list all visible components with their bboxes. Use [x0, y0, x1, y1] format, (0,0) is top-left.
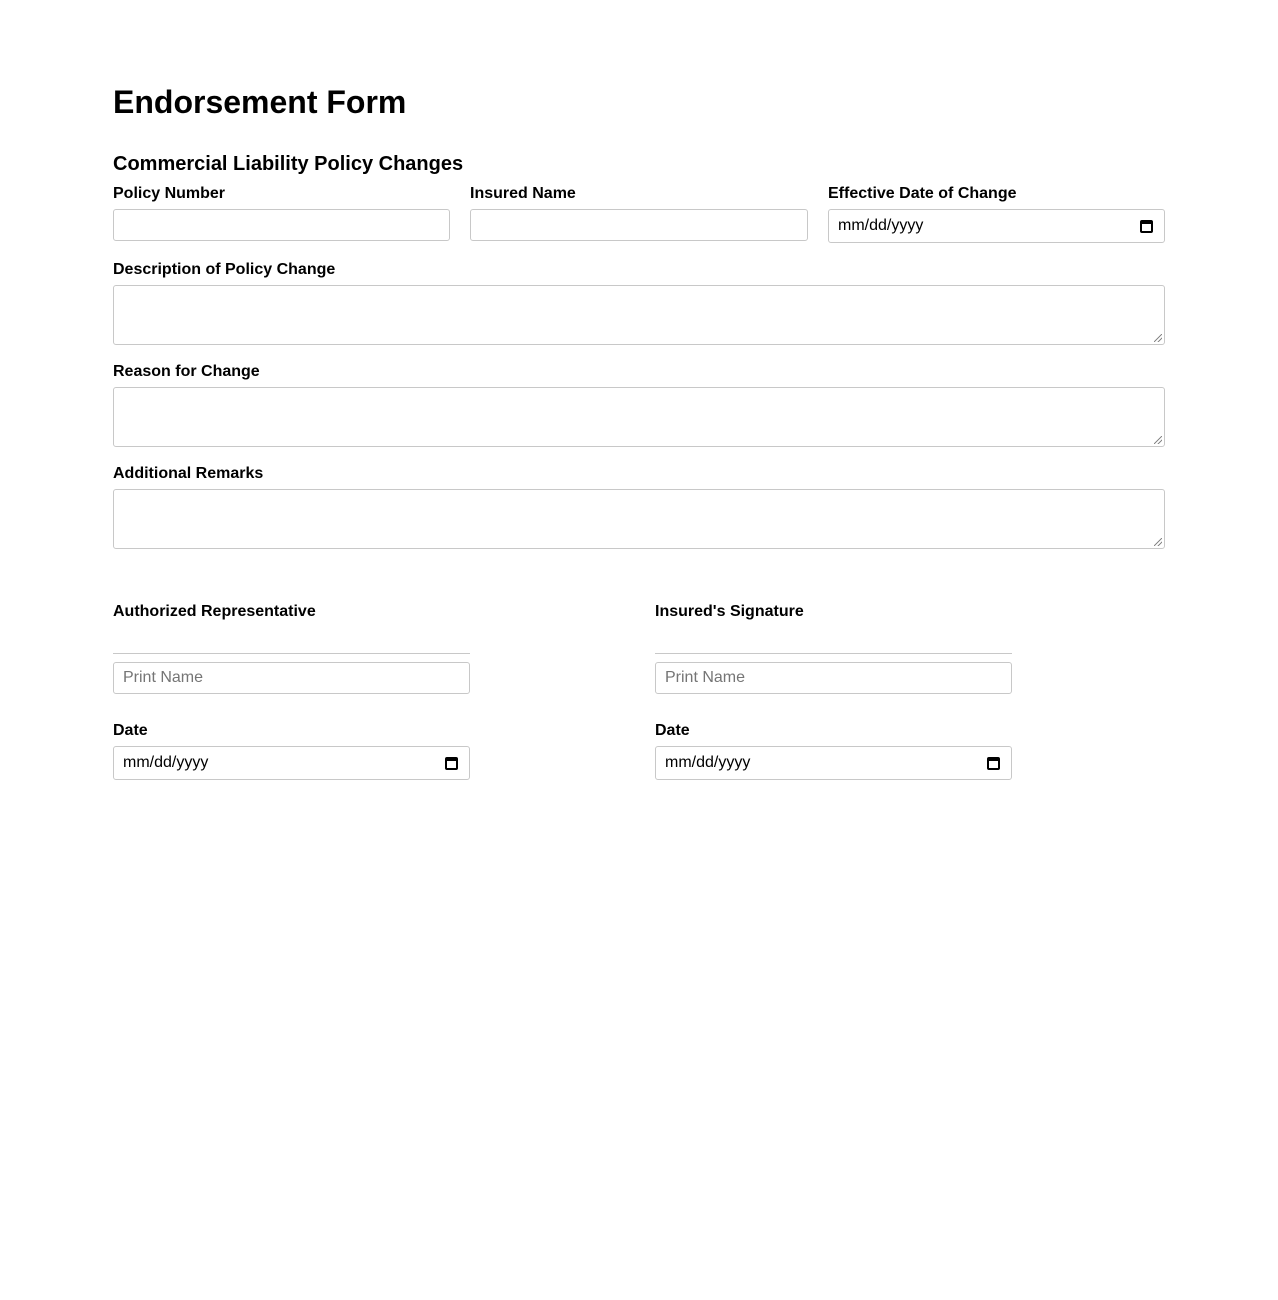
print-name-placeholder: Print Name: [123, 669, 204, 686]
effective-date-placeholder: mm/dd/yyyy: [838, 217, 924, 234]
effective-date-label: Effective Date of Change: [828, 185, 1017, 202]
insured-print-name-input[interactable]: [655, 662, 1012, 694]
insured-date-label: Date: [655, 722, 690, 739]
insured-signature-line: [655, 653, 1012, 654]
resize-handle-icon[interactable]: [1154, 436, 1162, 444]
representative-print-name-input[interactable]: [113, 662, 470, 694]
policy-number-label: Policy Number: [113, 185, 226, 202]
description-label: Description of Policy Change: [113, 261, 336, 278]
page-title: Endorsement Form: [113, 84, 407, 120]
representative-date-input[interactable]: [113, 746, 470, 780]
representative-date-label: Date: [113, 722, 148, 739]
resize-handle-icon[interactable]: [1154, 538, 1162, 546]
representative-signature-line: [113, 653, 470, 654]
calendar-icon[interactable]: [1140, 220, 1153, 233]
insured-name-input[interactable]: [470, 209, 808, 241]
insured-signature-title: Insured's Signature: [655, 603, 804, 620]
reason-textarea[interactable]: [113, 387, 1165, 447]
policy-number-input[interactable]: [113, 209, 450, 241]
description-textarea[interactable]: [113, 285, 1165, 345]
print-name-placeholder: Print Name: [665, 669, 746, 686]
effective-date-input[interactable]: [828, 209, 1165, 243]
insured-date-placeholder: mm/dd/yyyy: [665, 754, 751, 771]
remarks-label: Additional Remarks: [113, 465, 264, 482]
calendar-icon[interactable]: [445, 757, 458, 770]
reason-label: Reason for Change: [113, 363, 260, 380]
calendar-icon[interactable]: [987, 757, 1000, 770]
representative-date-placeholder: mm/dd/yyyy: [123, 754, 209, 771]
insured-date-input[interactable]: [655, 746, 1012, 780]
representative-title: Authorized Representative: [113, 603, 316, 620]
insured-name-label: Insured Name: [470, 185, 576, 202]
resize-handle-icon[interactable]: [1154, 334, 1162, 342]
remarks-textarea[interactable]: [113, 489, 1165, 549]
section-title: Commercial Liability Policy Changes: [113, 153, 464, 175]
